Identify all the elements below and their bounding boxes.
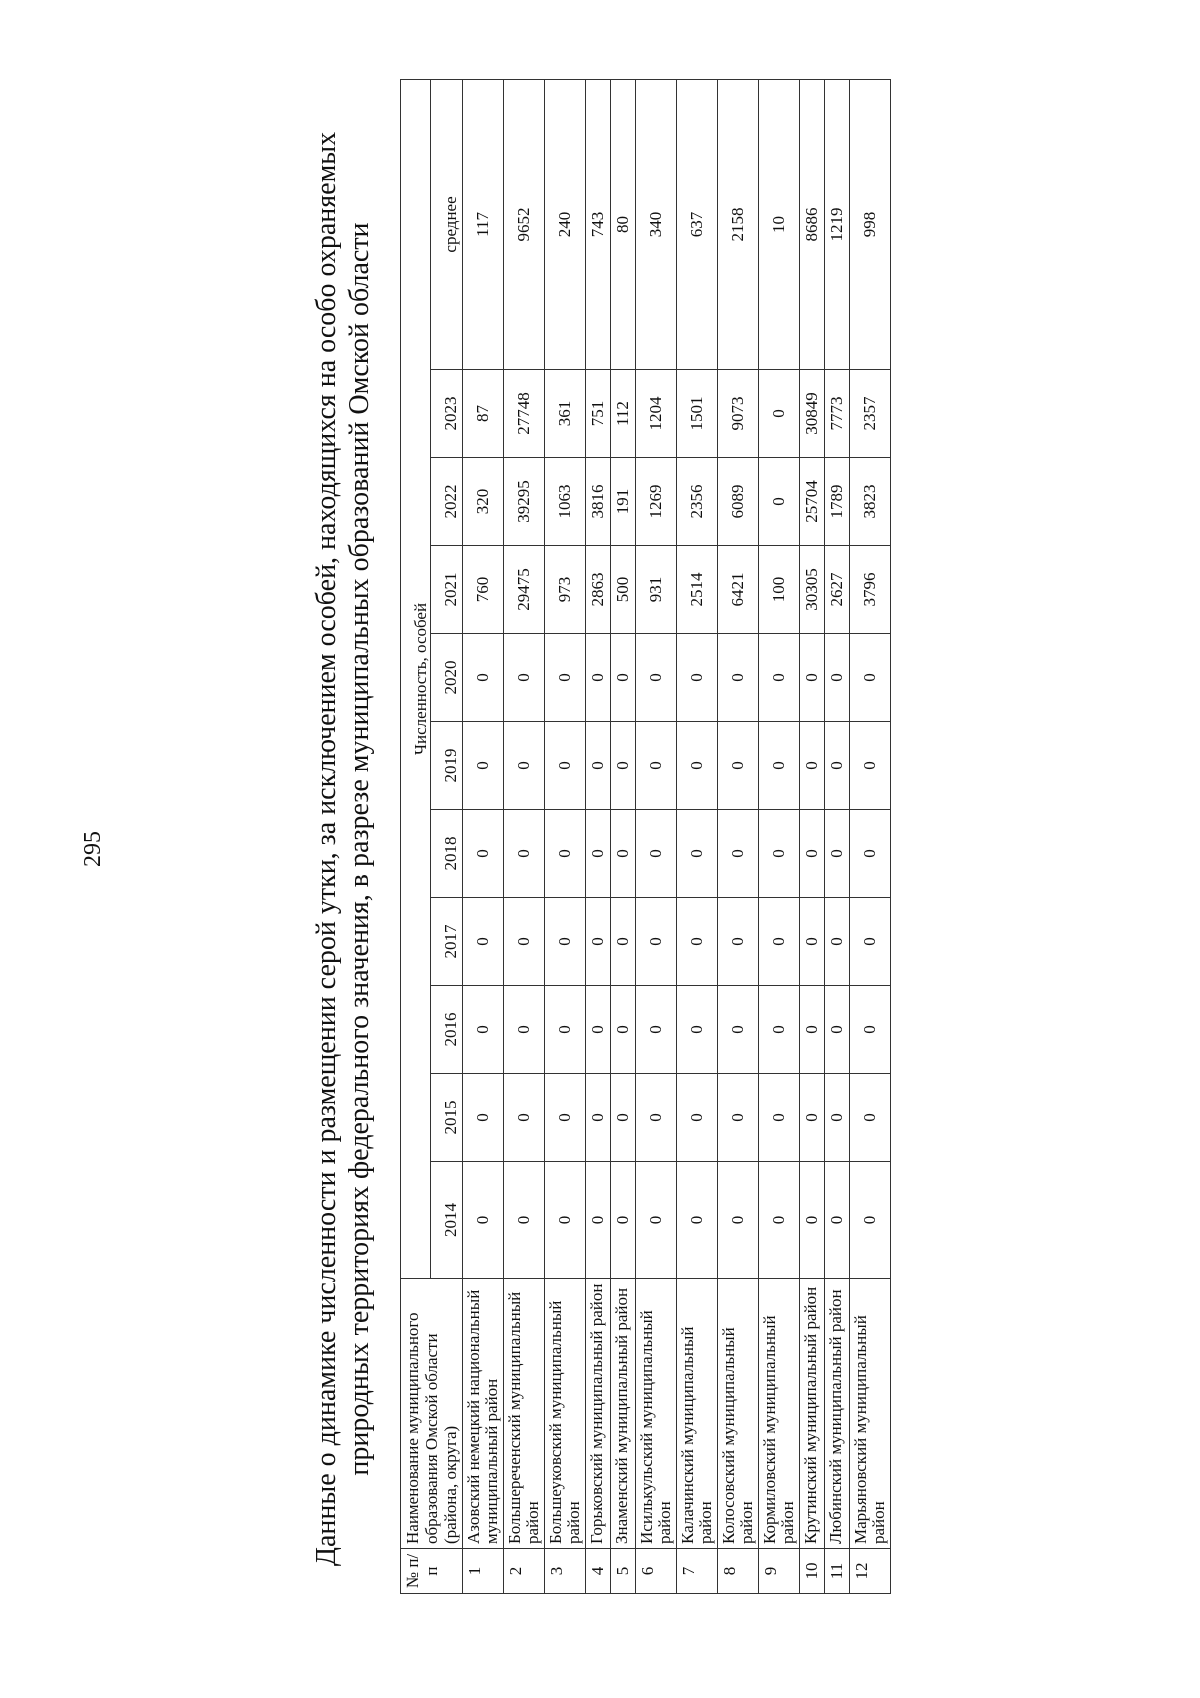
- year-value: 0: [504, 810, 545, 898]
- year-value: 29475: [504, 546, 545, 634]
- year-value: 0: [586, 986, 611, 1074]
- header-year: 2020: [430, 634, 462, 722]
- year-value: 0: [825, 634, 850, 722]
- population-table: [400, 79, 891, 1594]
- row-number: 11: [825, 1549, 850, 1594]
- year-value: 0: [463, 898, 504, 986]
- year-value: 0: [825, 986, 850, 1074]
- year-value: 0: [504, 634, 545, 722]
- year-value: 500: [611, 546, 636, 634]
- year-value: 0: [463, 810, 504, 898]
- year-value: 0: [611, 986, 636, 1074]
- year-value: 0: [800, 898, 825, 986]
- average-value: 8686: [800, 79, 825, 369]
- year-value: 0: [463, 1162, 504, 1279]
- year-value: 0: [586, 898, 611, 986]
- year-value: 0: [545, 722, 586, 810]
- year-value: 0: [759, 986, 800, 1074]
- year-value: 9073: [718, 370, 759, 458]
- year-value: 0: [800, 1162, 825, 1279]
- year-value: 0: [718, 1162, 759, 1279]
- table-row: [850, 79, 891, 1593]
- year-value: 0: [586, 1162, 611, 1279]
- row-number: 12: [850, 1549, 891, 1594]
- municipality-name: Крутинский муниципальный район: [800, 1279, 825, 1549]
- year-value: 0: [800, 810, 825, 898]
- year-value: 0: [825, 722, 850, 810]
- municipality-name: Колосовский муниципальный район: [718, 1279, 759, 1549]
- year-value: 100: [759, 546, 800, 634]
- title-line-1: Данные о динамике численности и размещении серой утки, за исключением особей, находящихся на особо охраняемых: [311, 131, 342, 1567]
- year-value: 1204: [636, 370, 677, 458]
- year-value: 39295: [504, 458, 545, 546]
- year-value: 191: [611, 458, 636, 546]
- year-value: 0: [850, 1074, 891, 1162]
- year-value: 0: [586, 810, 611, 898]
- year-value: 0: [850, 898, 891, 986]
- row-number: 3: [545, 1549, 586, 1594]
- year-value: 7773: [825, 370, 850, 458]
- average-value: 240: [545, 79, 586, 369]
- row-number: 10: [800, 1549, 825, 1594]
- municipality-name: Большеуковский муниципальный район: [545, 1279, 586, 1549]
- year-value: 0: [504, 1074, 545, 1162]
- year-value: 0: [759, 458, 800, 546]
- year-value: 0: [611, 1162, 636, 1279]
- year-value: 0: [636, 986, 677, 1074]
- municipality-name: Большереченский муниципальный район: [504, 1279, 545, 1549]
- year-value: 1501: [677, 370, 718, 458]
- header-year: 2017: [430, 898, 462, 986]
- header-number: № п/п: [401, 1549, 463, 1594]
- year-value: 0: [850, 986, 891, 1074]
- year-value: 2863: [586, 546, 611, 634]
- year-value: 30849: [800, 370, 825, 458]
- year-value: 0: [850, 722, 891, 810]
- year-value: 0: [545, 1074, 586, 1162]
- year-value: 0: [586, 634, 611, 722]
- year-value: 0: [463, 986, 504, 1074]
- municipality-name: Любинский муниципальный район: [825, 1279, 850, 1549]
- year-value: 0: [800, 986, 825, 1074]
- table-row: [800, 79, 825, 1593]
- header-year: 2015: [430, 1074, 462, 1162]
- table-row: [504, 79, 545, 1593]
- year-value: 0: [611, 1074, 636, 1162]
- year-value: 0: [504, 722, 545, 810]
- year-value: 0: [759, 898, 800, 986]
- header-year: 2021: [430, 546, 462, 634]
- year-value: 0: [825, 810, 850, 898]
- header-year: 2014: [430, 1162, 462, 1279]
- table-row: [677, 79, 718, 1593]
- year-value: 0: [611, 810, 636, 898]
- year-value: 0: [759, 1162, 800, 1279]
- year-value: 0: [504, 986, 545, 1074]
- table-row: [463, 79, 504, 1593]
- document-title: [310, 69, 376, 1629]
- year-value: 0: [636, 722, 677, 810]
- header-year: 2019: [430, 722, 462, 810]
- average-value: 9652: [504, 79, 545, 369]
- row-number: 7: [677, 1549, 718, 1594]
- table-row: [636, 79, 677, 1593]
- year-value: 0: [463, 1074, 504, 1162]
- table-row: [759, 79, 800, 1593]
- year-value: 0: [800, 1074, 825, 1162]
- year-value: 1269: [636, 458, 677, 546]
- municipality-name: Горьковский муниципальный район: [586, 1279, 611, 1549]
- year-value: 2514: [677, 546, 718, 634]
- year-value: 0: [718, 986, 759, 1074]
- year-value: 25704: [800, 458, 825, 546]
- year-value: 0: [718, 1074, 759, 1162]
- municipality-name: Марьяновский муниципальный район: [850, 1279, 891, 1549]
- header-name: Наименование муниципального образования Омской области (района, округа): [401, 1279, 463, 1549]
- header-average: среднее: [430, 79, 462, 369]
- year-value: 0: [850, 1162, 891, 1279]
- municipality-name: Знаменский муниципальный район: [611, 1279, 636, 1549]
- header-group: Численность, особей: [401, 79, 431, 1278]
- year-value: 30305: [800, 546, 825, 634]
- row-number: 8: [718, 1549, 759, 1594]
- year-value: 1063: [545, 458, 586, 546]
- year-value: 0: [825, 898, 850, 986]
- year-value: 0: [677, 722, 718, 810]
- year-value: 0: [545, 810, 586, 898]
- year-value: 0: [718, 898, 759, 986]
- year-value: 0: [636, 634, 677, 722]
- year-value: 0: [504, 898, 545, 986]
- year-value: 6089: [718, 458, 759, 546]
- year-value: 2356: [677, 458, 718, 546]
- municipality-name: Калачинский муниципальный район: [677, 1279, 718, 1549]
- year-value: 361: [545, 370, 586, 458]
- title-line-2: природных территориях федерального значения, в разрезе муниципальных образований Омской области: [344, 222, 375, 1476]
- table-row: [611, 79, 636, 1593]
- average-value: 998: [850, 79, 891, 369]
- year-value: 0: [463, 722, 504, 810]
- year-value: 320: [463, 458, 504, 546]
- row-number: 2: [504, 1549, 545, 1594]
- average-value: 2158: [718, 79, 759, 369]
- header-year: 2016: [430, 986, 462, 1074]
- year-value: 0: [677, 634, 718, 722]
- average-value: 743: [586, 79, 611, 369]
- year-value: 0: [718, 722, 759, 810]
- year-value: 0: [759, 370, 800, 458]
- year-value: 0: [677, 810, 718, 898]
- table-header: [401, 79, 463, 1593]
- table-row: [825, 79, 850, 1593]
- year-value: 0: [718, 810, 759, 898]
- year-value: 0: [850, 810, 891, 898]
- municipality-name: Кормиловский муниципальный район: [759, 1279, 800, 1549]
- row-number: 6: [636, 1549, 677, 1594]
- year-value: 0: [636, 810, 677, 898]
- year-value: 0: [611, 898, 636, 986]
- average-value: 1219: [825, 79, 850, 369]
- average-value: 117: [463, 79, 504, 369]
- year-value: 0: [800, 634, 825, 722]
- year-value: 0: [677, 1074, 718, 1162]
- table-row: [718, 79, 759, 1593]
- table-body: [463, 79, 891, 1593]
- year-value: 0: [825, 1162, 850, 1279]
- municipality-name: Исилькульский муниципальный район: [636, 1279, 677, 1549]
- year-value: 0: [759, 810, 800, 898]
- row-number: 9: [759, 1549, 800, 1594]
- year-value: 0: [545, 898, 586, 986]
- page-number: 295: [80, 831, 106, 867]
- year-value: 0: [677, 898, 718, 986]
- year-value: 1789: [825, 458, 850, 546]
- row-number: 5: [611, 1549, 636, 1594]
- year-value: 0: [718, 634, 759, 722]
- year-value: 0: [636, 1162, 677, 1279]
- landscape-page: [70, 69, 1070, 1629]
- year-value: 0: [677, 986, 718, 1074]
- year-value: 0: [825, 1074, 850, 1162]
- year-value: 2357: [850, 370, 891, 458]
- municipality-name: Азовский немецкий национальный муниципальный район: [463, 1279, 504, 1549]
- header-year: 2018: [430, 810, 462, 898]
- average-value: 637: [677, 79, 718, 369]
- table-row: [586, 79, 611, 1593]
- year-value: 0: [636, 1074, 677, 1162]
- year-value: 2627: [825, 546, 850, 634]
- year-value: 0: [636, 898, 677, 986]
- year-value: 0: [586, 722, 611, 810]
- year-value: 3796: [850, 546, 891, 634]
- year-value: 3816: [586, 458, 611, 546]
- year-value: 0: [545, 1162, 586, 1279]
- year-value: 0: [504, 1162, 545, 1279]
- year-value: 0: [545, 986, 586, 1074]
- year-value: 0: [800, 722, 825, 810]
- year-value: 0: [850, 634, 891, 722]
- header-year: 2022: [430, 458, 462, 546]
- year-value: 931: [636, 546, 677, 634]
- year-value: 973: [545, 546, 586, 634]
- year-value: 112: [611, 370, 636, 458]
- year-value: 751: [586, 370, 611, 458]
- year-value: 0: [759, 1074, 800, 1162]
- row-number: 4: [586, 1549, 611, 1594]
- average-value: 80: [611, 79, 636, 369]
- year-value: 0: [611, 634, 636, 722]
- year-value: 0: [586, 1074, 611, 1162]
- year-value: 760: [463, 546, 504, 634]
- year-value: 27748: [504, 370, 545, 458]
- table-row: [545, 79, 586, 1593]
- year-value: 0: [545, 634, 586, 722]
- year-value: 87: [463, 370, 504, 458]
- row-number: 1: [463, 1549, 504, 1594]
- average-value: 10: [759, 79, 800, 369]
- header-year: 2023: [430, 370, 462, 458]
- year-value: 3823: [850, 458, 891, 546]
- year-value: 0: [611, 722, 636, 810]
- year-value: 0: [759, 634, 800, 722]
- year-value: 6421: [718, 546, 759, 634]
- year-value: 0: [677, 1162, 718, 1279]
- year-value: 0: [759, 722, 800, 810]
- year-value: 0: [463, 634, 504, 722]
- average-value: 340: [636, 79, 677, 369]
